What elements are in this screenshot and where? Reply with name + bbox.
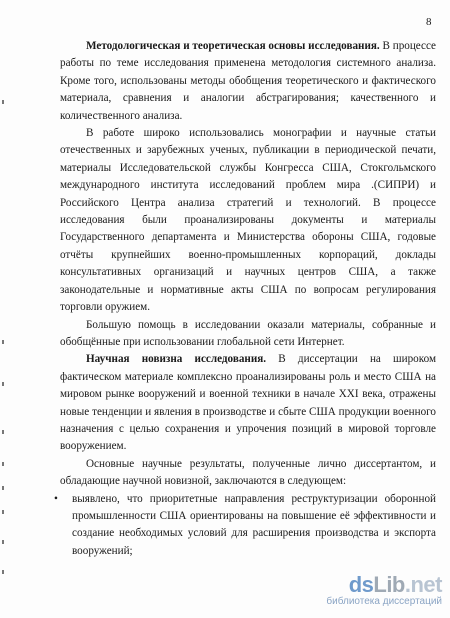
heading-methodology: Методологическая и теоретическая основы исследования. xyxy=(86,40,380,52)
paragraph-methodology xyxy=(60,38,436,125)
watermark-logo xyxy=(312,572,442,608)
bullet-icon: • xyxy=(54,492,58,505)
paragraph-sources-text: В работе широко использовались монографии и научные статьи отечественных и зарубежных ученых, публикации в периодической печати, материалы Исследовательской службы Конгресса США, Стокгольмского международного института исследований проблем мира .(СИПРИ) и Российского Центра анализа стратегий и технологий. В процессе исследования были проанализированы документы и материалы Государственного департамента и Министерства обороны США, годовые отчёты крупнейших военно-промышленных корпораций, доклады консультативных организаций и научных центров США, а также законодательные и нормативные акты США по вопросам регулирования торговли оружием. xyxy=(60,127,436,314)
document-body xyxy=(54,38,436,560)
dslib-logo: dsLib.net xyxy=(348,572,442,597)
paragraph-novelty-text: В диссертации на широком фактическом материале комплексно проанализированы роль и место США на мировом рынке вооружений и военной техники в начале XXI века, отражены новые тенденции и явления в производстве и сбыте США продукции военного назначения с целью сохранения и упрочения позиций в мировой торговле вооружением. xyxy=(60,353,436,453)
paragraph-results xyxy=(60,456,436,491)
paragraph-novelty xyxy=(60,351,436,455)
paragraph-sources xyxy=(60,125,436,316)
paragraph-internet-text: Большую помощь в исследовании оказали материалы, собранные и обобщённые при использовании глобальной сети Интернет. xyxy=(60,318,436,348)
page-number: 8 xyxy=(426,16,432,28)
paragraph-internet xyxy=(60,317,436,352)
paragraph-methodology-text: В процессе работы по теме исследования применена методология системного анализа. Кроме того, использованы методы обобщения теоретического и фактического материала, сравнения и аналогии абстрагирования; качественного и количественного анализа. xyxy=(60,40,436,122)
list-item xyxy=(54,491,436,561)
heading-novelty: Научная новизна исследования. xyxy=(86,353,267,366)
watermark-subtitle: библиотека диссертаций xyxy=(326,596,442,607)
paragraph-results-text: Основные научные результаты, полученные лично диссертантом, и обладающие научной новизной, заключаются в следующем: xyxy=(60,457,436,488)
list-item-text: выявлено, что приоритетные направления реструктуризации оборонной промышленности США ориентированы на повышение её эффективности и создание необходимых условий для расширения производства и экспорта вооружений; xyxy=(72,492,436,557)
scan-margin-marks xyxy=(2,100,10,600)
